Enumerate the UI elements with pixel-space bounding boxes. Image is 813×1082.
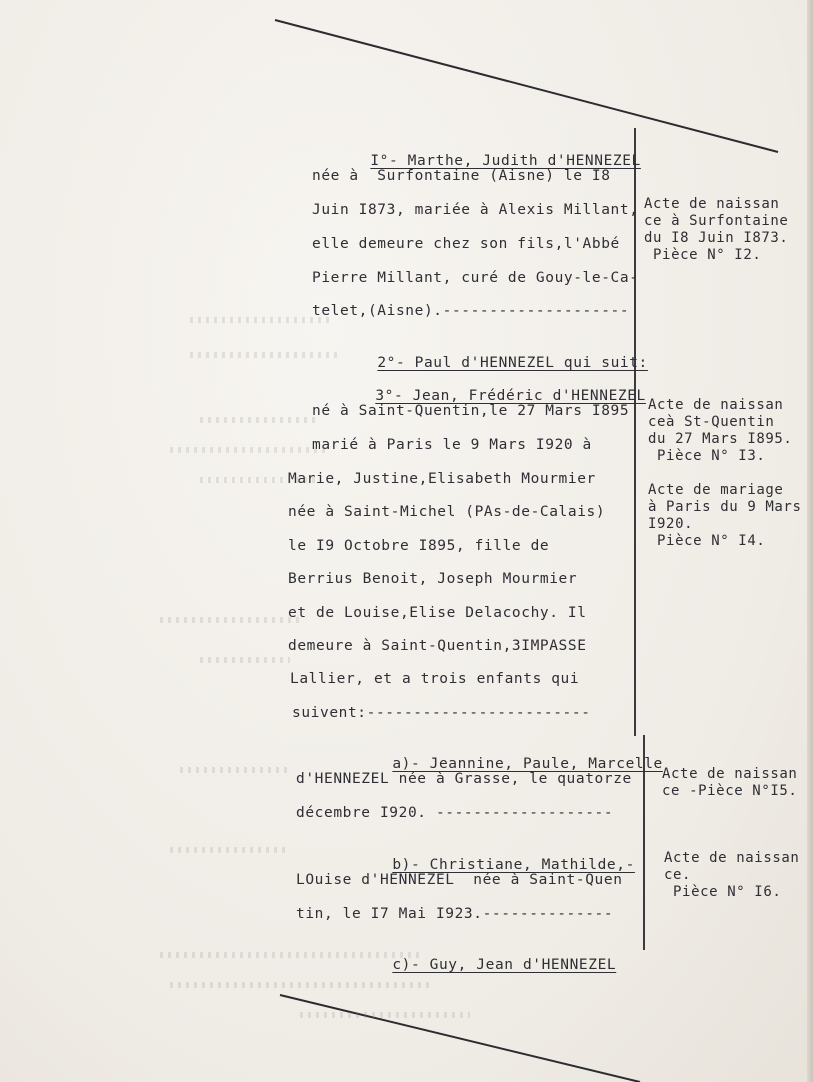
- note-line: Pièce N° I2.: [644, 247, 762, 263]
- entry-1-heading: I°- Marthe, Judith d'HENNEZEL: [370, 153, 641, 169]
- child-b-heading: b)- Christiane, Mathilde,-: [392, 857, 635, 873]
- text-line-21: décembre I920. -------------------: [296, 805, 614, 821]
- entry-3-heading: 3°- Jean, Frédéric d'HENNEZEL: [375, 388, 646, 404]
- text-line-10: marié à Paris le 9 Mars I920 à: [312, 437, 592, 453]
- text-line-9: né à Saint-Quentin,le 27 Mars I895: [312, 403, 630, 419]
- note-line: Acte de mariage: [648, 482, 784, 498]
- text-line-24: tin, le I7 Mai I923.--------------: [296, 906, 614, 922]
- note-line: Pièce N° I3.: [648, 448, 766, 464]
- text-line-3: Juin I873, mariée à Alexis Millant,: [312, 202, 639, 218]
- child-a-heading: a)- Jeannine, Paule, Marcelle: [392, 756, 663, 772]
- text-line-15: et de Louise,Elise Delacochy. Il: [288, 605, 587, 621]
- note-line: ce -Pièce N°I5.: [662, 783, 798, 799]
- note-line: Acte de naissan: [664, 850, 800, 866]
- note-line: I920.: [648, 516, 694, 532]
- note-line: ce à Surfontaine: [644, 213, 789, 229]
- text-line-2: née à Surfontaine (Aisne) le I8: [312, 168, 611, 184]
- note-line: du I8 Juin I873.: [644, 230, 789, 246]
- note-line: Pièce N° I6.: [664, 884, 782, 900]
- text-line-4: elle demeure chez son fils,l'Abbé: [312, 236, 620, 252]
- note-line: ce.: [664, 867, 692, 883]
- note-line: du 27 Mars I895.: [648, 431, 793, 447]
- note-line: à Paris du 9 Mars: [648, 499, 802, 515]
- text-line-6: telet,(Aisne).--------------------: [312, 303, 630, 319]
- text-line-12: née à Saint-Michel (PAs-de-Calais): [288, 504, 606, 520]
- text-line-23: LOuise d'HENNEZEL née à Saint-Quen: [296, 872, 623, 888]
- note-line: Pièce N° I4.: [648, 533, 766, 549]
- text-line-18: suivent:------------------------: [292, 705, 591, 721]
- note-line: Acte de naissan: [662, 766, 798, 782]
- note-line: ceà St-Quentin: [648, 414, 775, 430]
- note-line: Acte de naissan: [648, 397, 784, 413]
- entry-2-heading: 2°- Paul d'HENNEZEL qui suit:: [377, 355, 648, 371]
- note-line: Acte de naissan: [644, 196, 780, 212]
- text-line-20: d'HENNEZEL née à Grasse, le quatorze: [296, 771, 632, 787]
- text-line-17: Lallier, et a trois enfants qui: [290, 671, 580, 687]
- text-line-11: Marie, Justine,Elisabeth Mourmier: [288, 471, 596, 487]
- text-line-16: demeure à Saint-Quentin,3IMPASSE: [288, 638, 587, 654]
- text-line-14: Berrius Benoit, Joseph Mourmier: [288, 571, 578, 587]
- child-c-heading: c)- Guy, Jean d'HENNEZEL: [392, 957, 617, 973]
- text-line-13: le I9 Octobre I895, fille de: [288, 538, 550, 554]
- text-line-5: Pierre Millant, curé de Gouy-le-Ca-: [312, 270, 639, 286]
